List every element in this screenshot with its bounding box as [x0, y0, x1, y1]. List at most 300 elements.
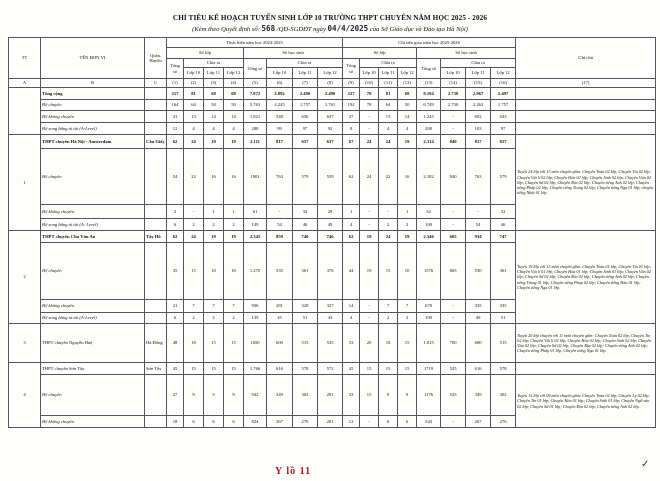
value-cell: 859 [267, 231, 293, 243]
value-cell: 7 [204, 300, 224, 313]
value-cell: 2.314 [417, 135, 441, 149]
unit-name: Tổng cộng [41, 88, 145, 100]
index-cell: (9) [343, 79, 360, 88]
value-cell: 15 [224, 363, 244, 375]
stamp-text: Y lồ 11 [275, 466, 312, 477]
value-cell: 4 [343, 219, 360, 231]
value-cell: 763 [267, 149, 293, 205]
col-header-total: Tổng số [244, 59, 267, 79]
col-header-district: Quận, Huyện [145, 38, 167, 79]
value-cell: 578 [491, 363, 516, 375]
index-cell: (7) [293, 79, 318, 88]
col-header-group: Số học sinh [244, 48, 343, 59]
value-cell: - [441, 219, 466, 231]
district-cell [145, 205, 167, 219]
value-cell: 1.270 [244, 243, 267, 300]
value-cell: 164 [167, 100, 184, 111]
value-cell: 62 [343, 231, 360, 243]
col-header-split: Chia ra [267, 59, 343, 68]
value-cell: 16 [398, 149, 417, 205]
value-cell: 578 [293, 363, 318, 375]
value-cell: 20 [360, 324, 379, 363]
value-cell: 46 [491, 219, 516, 231]
value-cell: 97 [293, 123, 318, 135]
unit-name: THPT chuyên Hà Nội - Amsterdam [41, 135, 145, 149]
value-cell: 361 [293, 243, 318, 300]
value-cell: 2 [184, 313, 204, 324]
value-cell: 740 [293, 231, 318, 243]
value-cell: 4 [204, 123, 224, 135]
value-cell: 2 [224, 313, 244, 324]
value-cell: 657 [293, 135, 318, 149]
value-cell: 1 [204, 205, 224, 219]
value-cell: 349 [267, 375, 293, 416]
value-cell: 616 [267, 363, 293, 375]
value-cell: 18 [167, 416, 184, 428]
value-cell: 327 [318, 300, 343, 313]
value-cell: 54 [267, 219, 293, 231]
value-cell: 48 [167, 324, 184, 363]
value-cell: 267 [267, 416, 293, 428]
district-cell [145, 243, 167, 300]
index-cell: (5) [244, 79, 267, 88]
value-cell: 19 [398, 231, 417, 243]
index-cell: (6) [267, 79, 293, 88]
value-cell: 1176 [417, 375, 441, 416]
value-cell: 6.749 [417, 100, 441, 111]
value-cell: 18 [379, 324, 398, 363]
value-cell: 15 [398, 324, 417, 363]
value-cell: 1719 [417, 363, 441, 375]
value-cell: 1.757 [491, 100, 516, 111]
col-header-group: Số lớp [343, 48, 417, 59]
value-cell: 525 [441, 375, 466, 416]
index-cell: B [41, 79, 145, 88]
unit-name: Hệ không chuyên [41, 111, 145, 123]
col-header-unit: TÊN ĐƠN VỊ [41, 38, 145, 79]
value-cell: 4 [398, 123, 417, 135]
col-header-grade: Lớp 10 [267, 68, 293, 79]
value-cell: 97 [491, 123, 516, 135]
value-cell: - [360, 300, 379, 313]
col-header-grade: Lớp 12 [491, 68, 516, 79]
value-cell: 21 [167, 300, 184, 313]
total-row [9, 111, 656, 123]
value-cell: 27 [343, 111, 360, 123]
district-cell [145, 300, 167, 313]
value-cell: 942 [244, 375, 267, 416]
value-cell: 6 [224, 416, 244, 428]
value-cell: 14 [224, 111, 244, 123]
total-row [9, 100, 656, 111]
value-cell: 7 [379, 300, 398, 313]
col-header-grade: Lớp 12 [398, 68, 417, 79]
district-cell: Tây Hồ [145, 231, 167, 243]
unit-name: Hệ chuyên [41, 243, 145, 300]
value-cell: 6 [184, 416, 204, 428]
col-header-grade: Lớp 11 [293, 68, 318, 79]
value-cell: 100 [417, 313, 441, 324]
value-cell: 2.182 [417, 149, 441, 205]
tt-cell [9, 88, 41, 135]
value-cell: 9 [184, 375, 204, 416]
index-cell: C [145, 79, 167, 88]
value-cell: 33 [343, 375, 360, 416]
unit-name: Hệ không chuyên [41, 205, 145, 219]
value-cell: 81 [184, 88, 204, 100]
check-mark-icon: ✓ [641, 459, 650, 470]
district-cell [145, 149, 167, 205]
value-cell: 10 [224, 243, 244, 300]
value-cell: 934 [466, 231, 491, 243]
value-cell: 4 [184, 123, 204, 135]
value-cell: 15 [184, 243, 204, 300]
col-header-split: Chia ra [184, 59, 244, 68]
value-cell: 45 [343, 363, 360, 375]
col-header-tt: TT [9, 38, 41, 79]
value-cell: 15 [379, 243, 398, 300]
value-cell: - [441, 123, 466, 135]
value-cell: 670 [417, 300, 441, 313]
value-cell: 2.346 [417, 231, 441, 243]
unit-name: Hệ chuyên [41, 100, 145, 111]
value-cell: - [360, 111, 379, 123]
index-cell: (11) [379, 79, 398, 88]
note-cell [516, 111, 656, 123]
value-cell: 572 [318, 363, 343, 375]
value-cell: 7 [184, 300, 204, 313]
value-cell: 2.730 [441, 100, 466, 111]
value-cell: 543 [417, 416, 441, 428]
district-cell [145, 416, 167, 428]
col-header-grade: Lớp 10 [184, 68, 204, 79]
value-cell: 657 [491, 135, 516, 149]
value-cell: 616 [466, 363, 491, 375]
value-cell: 1 [224, 205, 244, 219]
value-cell: 302 [293, 375, 318, 416]
value-cell: 14 [343, 300, 360, 313]
note-cell: Tuyển 20 lớp chuyên với 11 môn chuyên gồm: Chuyên Toán 02 lớp; Chuyên Tin 02 lớp; Chuyên Vật lí 02 lớp; Chuyên Hóa 02 lớp; Chuyên Sinh 02 lớp; Chuyên Văn 02 lớp; Chuyên Sử 02 lớp; Chuyên Địa 02 lớp; Chuyên tiếng Anh 02 lớp; Chuyên tiếng Pháp 01 lớp; Chuyên tiếng Nga 01 lớp. [516, 324, 656, 363]
value-cell: 2 [398, 219, 417, 231]
value-cell: 281 [267, 300, 293, 313]
value-cell: 288 [244, 123, 267, 135]
value-cell: 267 [466, 416, 491, 428]
value-cell: 15 [224, 324, 244, 363]
value-cell: 19 [224, 135, 244, 149]
value-cell: - [184, 205, 204, 219]
value-cell: 1.757 [293, 100, 318, 111]
value-cell: 9 [224, 375, 244, 416]
district-cell [145, 100, 167, 111]
index-cell: A [9, 79, 41, 88]
note-cell [516, 100, 656, 111]
value-cell: 1 [398, 205, 417, 219]
value-cell: 535 [318, 324, 343, 363]
value-cell: 24 [379, 231, 398, 243]
value-cell: 50 [224, 100, 244, 111]
col-header-grade: Lớp 12 [318, 68, 343, 79]
value-cell: 2.111 [244, 135, 267, 149]
value-cell: 64 [184, 100, 204, 111]
value-cell: 49 [318, 219, 343, 231]
index-cell: (14) [441, 79, 466, 88]
school-row [9, 375, 656, 416]
value-cell: 15 [184, 363, 204, 375]
total-row [9, 88, 656, 100]
value-cell: 10 [398, 243, 417, 300]
value-cell: 2 [398, 313, 417, 324]
col-header-total: Tổng số [167, 59, 184, 79]
value-cell: 2.730 [441, 88, 466, 100]
index-cell: (13) [417, 79, 441, 88]
value-cell: 2.262 [466, 100, 491, 111]
value-cell: 29 [318, 205, 343, 219]
value-cell: 53 [343, 324, 360, 363]
value-cell: 2.345 [244, 231, 267, 243]
value-cell: 643 [491, 111, 516, 123]
note-cell [516, 123, 656, 135]
value-cell: 281 [318, 416, 343, 428]
value-cell: 68 [398, 88, 417, 100]
value-cell: 15 [360, 375, 379, 416]
value-cell: 2.245 [267, 100, 293, 111]
value-cell: 1.821 [244, 111, 267, 123]
value-cell: 328 [293, 300, 318, 313]
value-cell: 51 [293, 313, 318, 324]
col-header-note: Ghi chú [516, 38, 656, 79]
value-cell: 192 [343, 100, 360, 111]
value-cell: 936 [244, 300, 267, 313]
school-row [9, 324, 656, 363]
unit-name: THPT chuyên Sơn Tây [41, 363, 145, 375]
district-cell [145, 123, 167, 135]
value-cell: 2 [204, 219, 224, 231]
unit-name: Hệ song bằng tú tài (A- Level) [41, 219, 145, 231]
value-cell: 637 [318, 111, 343, 123]
index-cell: (10) [360, 79, 379, 88]
value-cell: 16 [204, 149, 224, 205]
value-cell: 4 [224, 123, 244, 135]
col-header-grade: Lớp 10 [441, 68, 466, 79]
value-cell: - [441, 416, 466, 428]
index-cell: (16) [491, 79, 516, 88]
value-cell: 24 [184, 135, 204, 149]
value-cell: 67 [343, 135, 360, 149]
value-cell: 1576 [417, 243, 441, 300]
value-cell: 227 [343, 88, 360, 100]
value-cell: 100 [417, 219, 441, 231]
value-cell: 24 [360, 135, 379, 149]
col-header-grade: Lớp 10 [360, 68, 379, 79]
value-cell: 1.245 [417, 111, 441, 123]
value-cell: 302 [491, 375, 516, 416]
value-cell: - [441, 300, 466, 313]
value-cell: 530 [466, 243, 491, 300]
value-cell: 50 [398, 100, 417, 111]
value-cell: 1 [343, 205, 360, 219]
note-cell: Tuyển 24 lớp với 13 môn chuyên gồm: Chuyên Toán 02 lớp; Chuyên Tin 02 lớp; Chuyên Vật lí 02 lớp; Chuyên Hóa 02 lớp; Chuyên Sinh 02 lớp; Chuyên Văn 02 lớp; Chuyên Sử 02 lớp; Chuyên Địa 02 lớp; Chuyên tiếng Anh 02 lớp; Chuyên tiếng Pháp 02 lớp; Chuyên tiếng Trung 02 lớp; Chuyên tiếng Nga 01 lớp; chuyên tiếng Nhật 01 lớp. [516, 135, 656, 231]
value-cell: 747 [491, 231, 516, 243]
school-row [9, 135, 656, 149]
value-cell: 665 [441, 231, 466, 243]
index-cell: (8) [318, 79, 343, 88]
document-title: CHỈ TIÊU KẾ HOẠCH TUYỂN SINH LỚP 10 TRƯỜNG THPT CHUYÊN NĂM HỌC 2025 - 2026 [172, 14, 488, 22]
value-cell: 600 [267, 324, 293, 363]
unit-name: Hệ chuyên [41, 149, 145, 205]
district-cell: Hà Đông [145, 324, 167, 363]
total-row [9, 123, 656, 135]
value-cell: 1.761 [318, 100, 343, 111]
value-cell: 62 [167, 231, 184, 243]
note-cell: Tuyển 15 lớp với 09 môn chuyên gồm: Chuyên Toán 02 lớp; Chuyên Lý 02 lớp; Chuyên Tin 01 lớp; Chuyên Hóa 01 lớp; Chuyên Sinh 01 lớp; Chuyên Ngữ văn 02 lớp; Chuyên Sử 01 lớp; Chuyên Địa 02 lớp; Chuyên tiếng Anh 02 lớp. [516, 375, 656, 428]
district-cell [145, 313, 167, 324]
school-row [9, 231, 656, 243]
value-cell: 335 [466, 300, 491, 313]
value-cell: 525 [441, 363, 466, 375]
value-cell: 24 [360, 149, 379, 205]
decision-number: 568 [261, 24, 276, 33]
value-cell: 763 [466, 149, 491, 205]
district-cell [145, 88, 167, 100]
col-header-grade: Lớp 11 [204, 68, 224, 79]
value-cell: 6 [167, 219, 184, 231]
value-cell: - [360, 416, 379, 428]
value-cell: 817 [267, 135, 293, 149]
value-cell: 19 [204, 231, 224, 243]
value-cell: 602 [466, 111, 491, 123]
value-cell: 12 [167, 123, 184, 135]
value-cell: 15 [398, 363, 417, 375]
value-cell: 78 [360, 100, 379, 111]
district-cell [145, 111, 167, 123]
value-cell: 15 [379, 363, 398, 375]
value-cell: 2.967 [466, 88, 491, 100]
value-cell: 535 [267, 243, 293, 300]
unit-name: Hệ song bằng tú tài (A-Level) [41, 123, 145, 135]
note-cell [516, 88, 656, 100]
value-cell: 13 [379, 111, 398, 123]
col-header-grade: Lớp 11 [379, 68, 398, 79]
value-cell: 579 [491, 149, 516, 205]
unit-name: THPT chuyên Nguyễn Huệ [41, 324, 145, 363]
value-cell: 217 [167, 88, 184, 100]
group-header-plan-year: Chỉ tiêu giao năm học 2025-2026 [343, 38, 516, 48]
school-row [9, 363, 656, 375]
value-cell: 44 [343, 243, 360, 300]
value-cell: 361 [491, 243, 516, 300]
value-cell: 45 [267, 313, 293, 324]
value-cell: 92 [318, 123, 343, 135]
unit-name: Hệ không chuyên [41, 416, 145, 428]
value-cell: 2 [184, 219, 204, 231]
value-cell: 12 [343, 416, 360, 428]
value-cell: 5.763 [244, 100, 267, 111]
value-cell: 515 [491, 324, 516, 363]
value-cell: 349 [466, 375, 491, 416]
value-cell: - [360, 313, 379, 324]
value-cell: 335 [491, 300, 516, 313]
value-cell: 840 [441, 149, 466, 205]
value-cell: 276 [491, 416, 516, 428]
value-cell: 2 [379, 219, 398, 231]
value-cell: 9 [398, 375, 417, 416]
enrollment-table [8, 37, 656, 428]
header-row [9, 38, 656, 48]
index-row [9, 79, 656, 88]
value-cell: 746 [318, 231, 343, 243]
value-cell: 19 [398, 135, 417, 149]
note-cell: Tuyển 19 lớp với 13 môn chuyên gồm: Chuyên Toán 01 lớp; Chuyên Tin 01 lớp; Chuyên Vật lí 01 lớp; Chuyên Hóa 01 lớp; Chuyên Sinh 01 lớp; Chuyên Văn 02 lớp; Chuyên Sử 02 lớp; Chuyên Địa 02 lớp; Chuyên tiếng Anh 02 lớp; Chuyên tiếng Trung 01 lớp; Chuyên tiếng Pháp 02 lớp; Chuyên tiếng Hàn 01 lớp; Chuyên tiếng Nga 01 lớp. [516, 231, 656, 324]
decision-date: 04/4/2025 [327, 24, 369, 33]
value-cell: 700 [441, 324, 466, 363]
district-cell: Cầu Giấy [145, 135, 167, 149]
unit-name: THPT chuyên Chu Văn An [41, 231, 145, 243]
value-cell: - [379, 205, 398, 219]
value-cell: 200 [417, 123, 441, 135]
value-cell: 2 [379, 313, 398, 324]
value-cell: 2 [224, 219, 244, 231]
unit-name: Hệ không chuyên [41, 300, 145, 313]
value-cell: 81 [379, 88, 398, 100]
value-cell: 6 [398, 416, 417, 428]
value-cell: 7 [224, 300, 244, 313]
value-cell: 49 [466, 313, 491, 324]
value-cell: 68 [204, 88, 224, 100]
value-cell: - [360, 205, 379, 219]
value-cell: 636 [293, 111, 318, 123]
value-cell: 2.490 [293, 88, 318, 100]
index-cell: (3) [204, 79, 224, 88]
value-cell: 7.872 [244, 88, 267, 100]
value-cell: 15 [360, 363, 379, 375]
value-cell: 6 [204, 416, 224, 428]
value-cell: 1.766 [244, 363, 267, 375]
value-cell: - [360, 123, 379, 135]
index-cell: (12) [398, 79, 417, 88]
value-cell: 149 [244, 219, 267, 231]
value-cell: 600 [466, 324, 491, 363]
index-cell: (4) [224, 79, 244, 88]
col-header-split: Chia ra [441, 59, 516, 68]
value-cell: 6 [379, 416, 398, 428]
value-cell: 32 [417, 205, 441, 219]
value-cell: 2 [204, 313, 224, 324]
value-cell: 62 [343, 149, 360, 205]
value-cell: 6 [167, 313, 184, 324]
col-header-split: Chia ra [360, 59, 417, 68]
tt-cell: 4 [9, 363, 41, 428]
col-header-group: Số học sinh [417, 48, 516, 59]
tt-cell: 3 [9, 324, 41, 363]
district-cell: Sơn Tây [145, 363, 167, 375]
value-cell: 16 [224, 149, 244, 205]
value-cell: 4 [343, 313, 360, 324]
value-cell: 276 [293, 416, 318, 428]
value-cell: 54 [167, 149, 184, 205]
note-cell [516, 363, 656, 375]
value-cell: 50 [204, 100, 224, 111]
value-cell: 14 [398, 111, 417, 123]
value-cell: 54 [466, 219, 491, 231]
value-cell: 4 [379, 123, 398, 135]
value-cell: 15 [204, 363, 224, 375]
value-cell: 291 [318, 375, 343, 416]
value-cell: 559 [318, 149, 343, 205]
value-cell: 7 [398, 300, 417, 313]
value-cell: 2.497 [491, 88, 516, 100]
value-cell: 45 [167, 363, 184, 375]
value-cell: 1901 [244, 149, 267, 205]
